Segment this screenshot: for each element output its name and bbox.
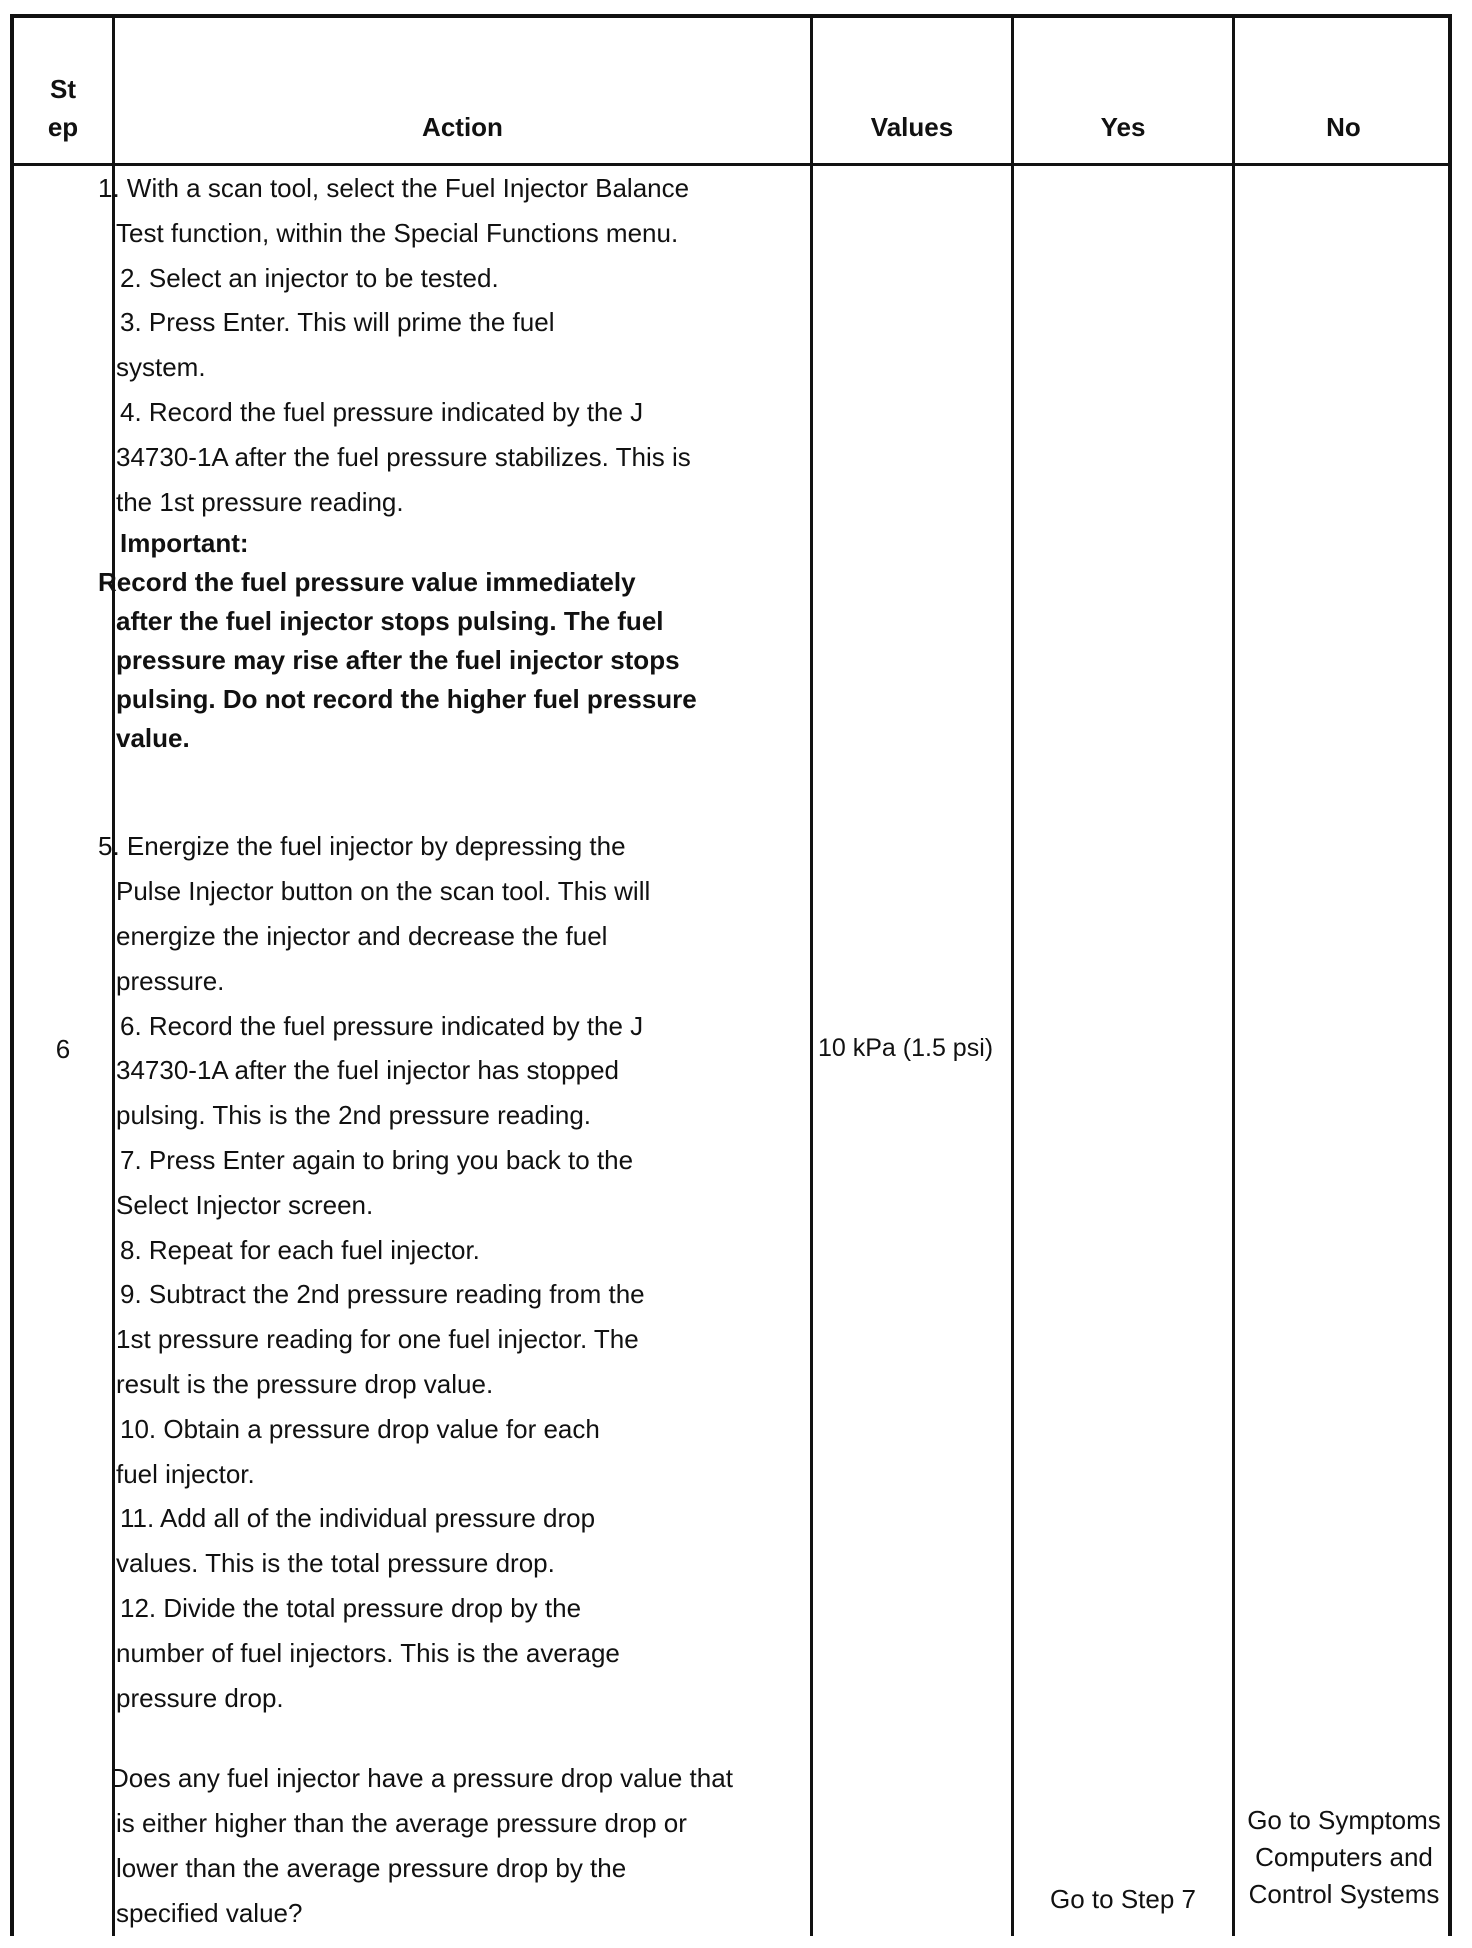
column-divider xyxy=(1232,18,1235,1936)
paragraph-gap xyxy=(102,1720,792,1756)
specified-value: 10 kPa (1.5 psi) xyxy=(818,1034,994,1062)
question-line: lower than the average pressure drop by the xyxy=(116,1852,627,1883)
paragraph-gap xyxy=(102,791,792,824)
action-line: 6. Record the fuel pressure indicated by the J xyxy=(120,1010,644,1041)
step-number: 6 xyxy=(55,1034,71,1064)
important-note-line: after the fuel injector stops pulsing. The fuel xyxy=(116,606,664,637)
action-line: energize the injector and decrease the fuel xyxy=(116,920,608,951)
header-step xyxy=(14,18,112,166)
no-outcome-line: Control Systems xyxy=(1248,1879,1440,1909)
action-line: system. xyxy=(116,352,206,383)
action-line: pressure. xyxy=(116,965,225,996)
action-line: 12. Divide the total pressure drop by the xyxy=(120,1592,582,1623)
action-line: values. This is the total pressure drop. xyxy=(116,1548,555,1579)
header-step-line1: St xyxy=(50,74,76,104)
header-action: Action xyxy=(422,112,503,142)
column-divider xyxy=(1011,18,1014,1936)
action-line: 1st pressure reading for one fuel injector. The xyxy=(116,1324,639,1355)
action-line: 1. With a scan tool, select the Fuel Injector Balance xyxy=(98,173,690,203)
header-values: Values xyxy=(870,112,954,142)
important-note-line: pressure may rise after the fuel injector stops xyxy=(116,645,680,676)
header-step-line2: ep xyxy=(47,112,79,142)
action-line: 7. Press Enter again to bring you back to the xyxy=(120,1144,634,1175)
action-line: number of fuel injectors. This is the average xyxy=(116,1637,620,1668)
no-outcome-line: Go to Symptoms xyxy=(1247,1805,1441,1835)
question-line: specified value? xyxy=(116,1897,303,1928)
question-line: Does any fuel injector have a pressure drop value that xyxy=(110,1763,733,1794)
action-line: fuel injector. xyxy=(116,1458,255,1489)
action-line: Select Injector screen. xyxy=(116,1189,374,1220)
yes-outcome: Go to Step 7 xyxy=(1050,1884,1196,1914)
action-line: 11. Add all of the individual pressure drop xyxy=(120,1503,596,1534)
action-line: 2. Select an injector to be tested. xyxy=(120,262,499,293)
action-line: 9. Subtract the 2nd pressure reading from the xyxy=(120,1279,645,1310)
action-line: Pulse Injector button on the scan tool. This will xyxy=(116,876,651,907)
action-line: result is the pressure drop value. xyxy=(116,1368,494,1399)
action-line: 10. Obtain a pressure drop value for each xyxy=(120,1413,600,1444)
action-line: 8. Repeat for each fuel injector. xyxy=(120,1234,480,1265)
column-divider xyxy=(810,18,813,1936)
important-note-line: pulsing. Do not record the higher fuel pressure xyxy=(116,684,697,715)
action-line: 4. Record the fuel pressure indicated by the J xyxy=(120,396,644,427)
no-outcome xyxy=(1236,1802,1452,1913)
no-outcome-line: Computers and xyxy=(1255,1842,1433,1872)
action-line: pressure drop. xyxy=(116,1682,284,1713)
action-line: 5. Energize the fuel injector by depressing the xyxy=(98,831,626,862)
question-line: is either higher than the average pressure drop or xyxy=(116,1808,687,1839)
action-line: the 1st pressure reading. xyxy=(116,486,404,517)
action-line: Test function, within the Special Functions menu. xyxy=(116,217,679,248)
action-text xyxy=(98,166,792,1936)
header-yes: Yes xyxy=(1100,112,1146,142)
important-label: Important: xyxy=(120,528,249,559)
header-no: No xyxy=(1326,112,1361,142)
action-line: 3. Press Enter. This will prime the fuel xyxy=(120,307,555,338)
important-note-line: value. xyxy=(116,723,190,754)
action-line: 34730-1A after the fuel injector has stopped xyxy=(116,1055,620,1086)
important-note-line: Record the fuel pressure value immediately xyxy=(98,567,636,598)
paragraph-gap xyxy=(102,758,792,791)
action-line: 34730-1A after the fuel pressure stabilizes. This is xyxy=(116,441,691,472)
action-line: pulsing. This is the 2nd pressure reading. xyxy=(116,1100,592,1131)
